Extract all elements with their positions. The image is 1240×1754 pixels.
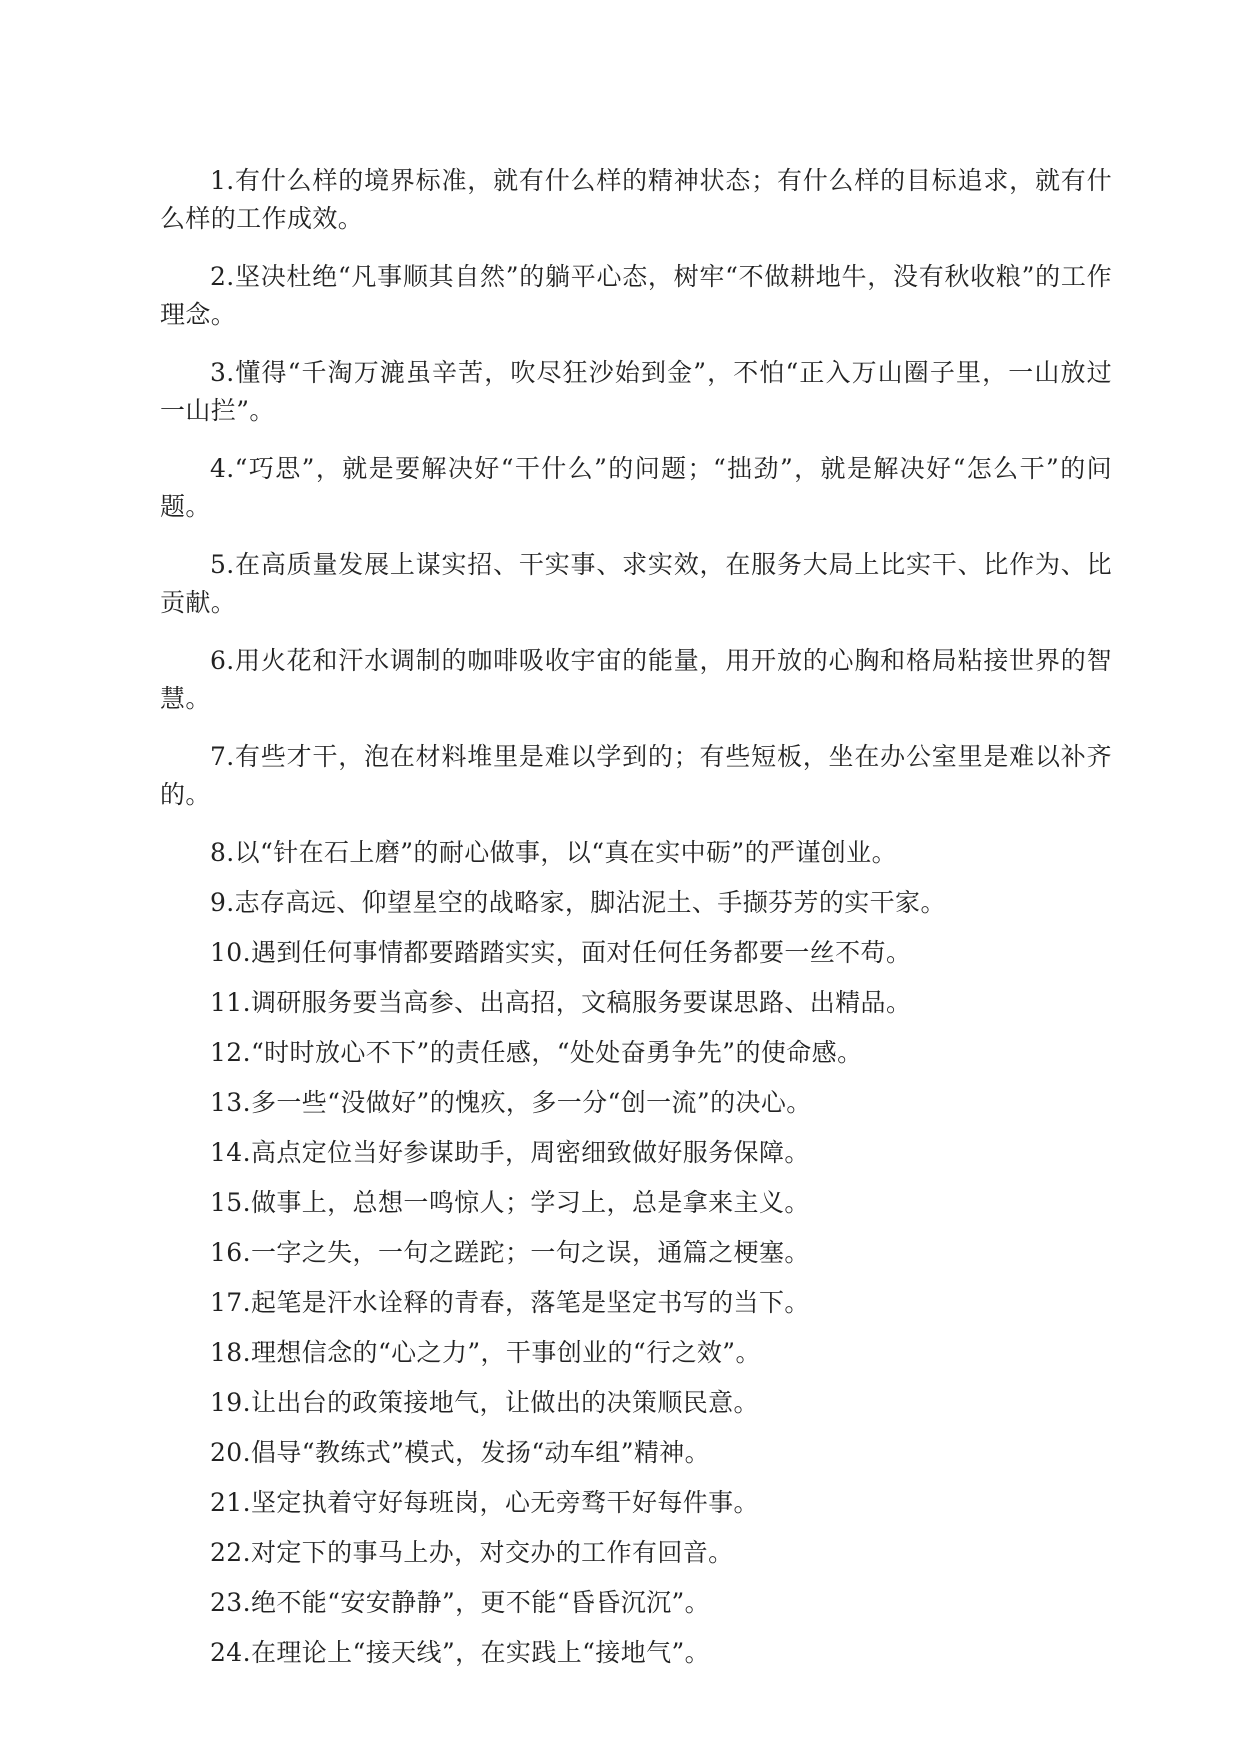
list-item: 24.在理论上“接天线”，在实践上“接地气”。 <box>210 1638 711 1667</box>
list-item: 21.坚定执着守好每班岗，心无旁骛干好每件事。 <box>210 1488 759 1517</box>
list-item: 10.遇到任何事情都要踏踏实实，面对任何任务都要一丝不苟。 <box>210 938 912 967</box>
list-item: 12.“时时放心不下”的责任感，“处处奋勇争先”的使命感。 <box>210 1038 863 1067</box>
list-item: 18.理想信念的“心之力”，干事创业的“行之效”。 <box>210 1338 761 1367</box>
list-item: 5.在高质量发展上谋实招、干实事、求实效，在服务大局上比实干、比作为、比贡献。 <box>160 550 1112 617</box>
list-item: 13.多一些“没做好”的愧疚，多一分“创一流”的决心。 <box>210 1088 812 1117</box>
list-item: 4.“巧思”，就是要解决好“干什么”的问题；“拙劲”，就是解决好“怎么干”的问题。 <box>160 454 1112 521</box>
list-item: 22.对定下的事马上办，对交办的工作有回音。 <box>210 1538 734 1567</box>
list-item: 19.让出台的政策接地气，让做出的决策顺民意。 <box>210 1388 759 1417</box>
list-item: 1.有什么样的境界标准，就有什么样的精神状态；有什么样的目标追求，就有什么样的工作成效。 <box>160 166 1112 233</box>
list-item: 8.以“针在石上磨”的耐心做事，以“真在实中砺”的严谨创业。 <box>210 838 897 867</box>
list-item: 9.志存高远、仰望星空的战略家，脚沾泥土、手撷芬芳的实干家。 <box>210 888 946 917</box>
list-item: 14.高点定位当好参谋助手，周密细致做好服务保障。 <box>210 1138 810 1167</box>
list-item: 3.懂得“千淘万漉虽辛苦，吹尽狂沙始到金”，不怕“正入万山圈子里，一山放过一山拦”。 <box>160 358 1112 425</box>
list-item: 7.有些才干，泡在材料堆里是难以学到的；有些短板，坐在办公室里是难以补齐的。 <box>160 742 1112 809</box>
list-item: 6.用火花和汗水调制的咖啡吸收宇宙的能量，用开放的心胸和格局粘接世界的智慧。 <box>160 646 1112 713</box>
list-item: 20.倡导“教练式”模式，发扬“动车组”精神。 <box>210 1438 711 1467</box>
list-item: 15.做事上，总想一鸣惊人；学习上，总是拿来主义。 <box>210 1188 810 1217</box>
list-item: 11.调研服务要当高参、出高招，文稿服务要谋思路、出精品。 <box>210 988 912 1017</box>
list-item: 16.一字之失，一句之蹉跎；一句之误，通篇之梗塞。 <box>210 1238 810 1267</box>
list-item: 17.起笔是汗水诠释的青春，落笔是坚定书写的当下。 <box>210 1288 810 1317</box>
list-item: 23.绝不能“安安静静”，更不能“昏昏沉沉”。 <box>210 1588 711 1617</box>
list-item: 2.坚决杜绝“凡事顺其自然”的躺平心态，树牢“不做耕地牛，没有秋收粮”的工作理念。 <box>160 262 1112 329</box>
